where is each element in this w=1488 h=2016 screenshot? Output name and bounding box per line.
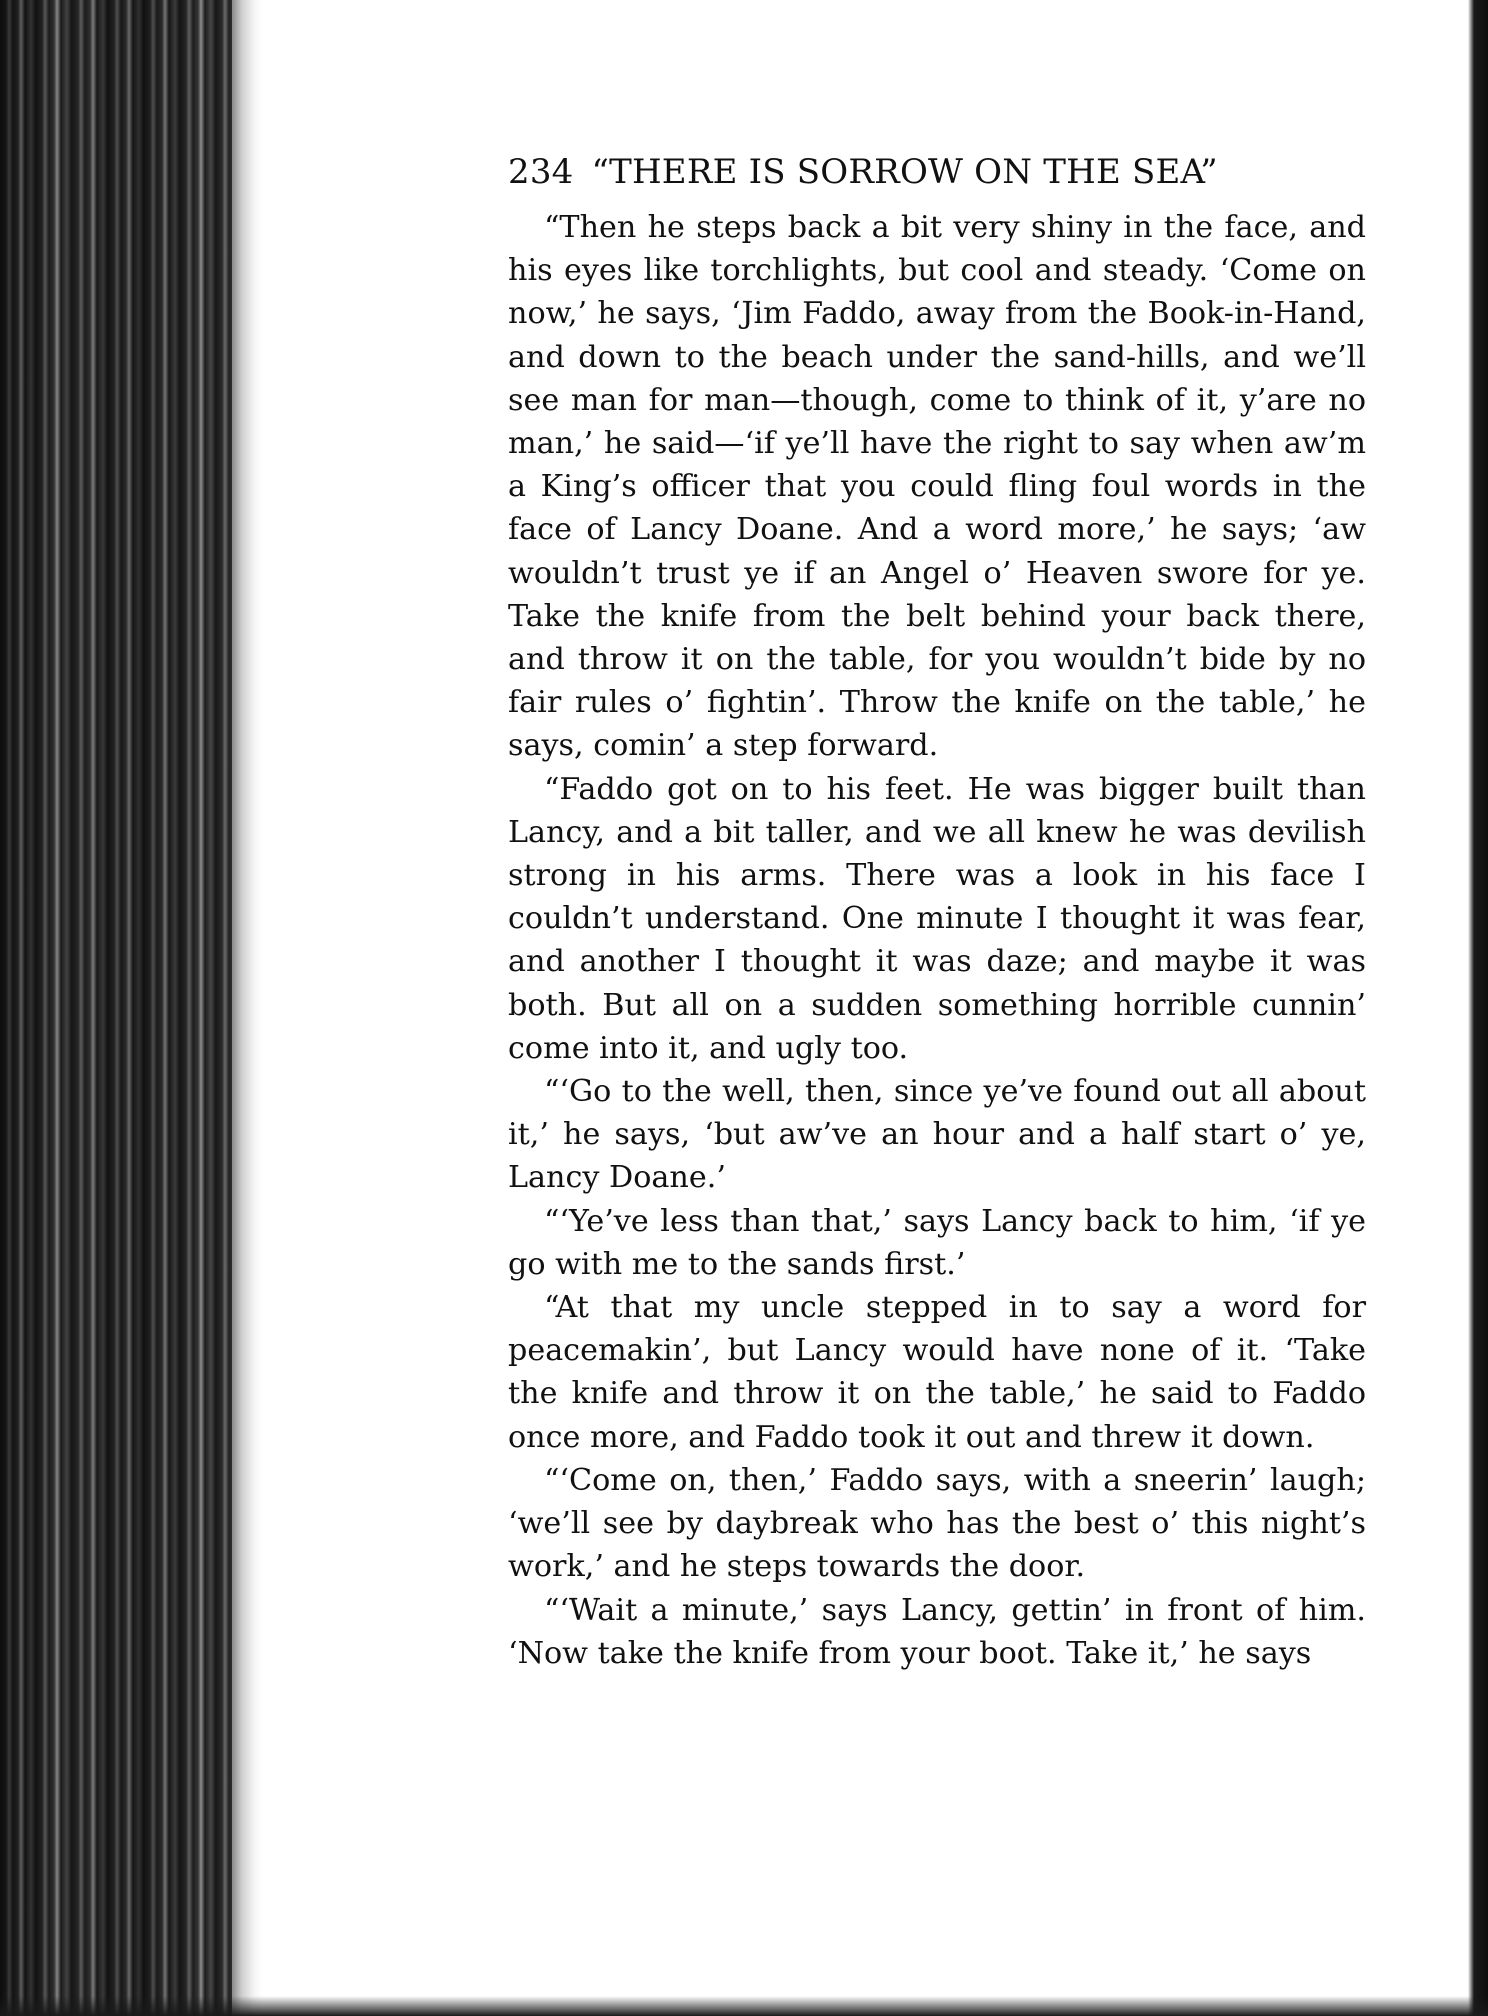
running-head: [508, 150, 1366, 194]
body-text: [508, 206, 1366, 1675]
paragraph: “Then he steps back a bit very shiny in the face, and his eyes like torchlights, but cool and steady. ‘Come on now,’ he says, ‘Jim Faddo, away from the Book-in-Hand, and down to the beach under the sand-hills, and we’ll see man for man—though, come to think of it, y’are no man,’ he said—‘if ye’ll have the right to say when aw’m a King’s officer that you could fling foul words in the face of Lancy Doane. And a word more,’ he says; ‘aw wouldn’t trust ye if an Angel o’ Heaven swore for ye. Take the knife from the belt behind your back there, and throw it on the table, for you wouldn’t bide by no fair rules o’ fightin’. Throw the knife on the table,’ he says, comin’ a step forward.: [508, 210, 1366, 764]
running-title: “THERE IS SORROW ON THE SEA”: [591, 152, 1218, 192]
paragraph: “At that my uncle stepped in to say a word for peacemakin’, but Lancy would have none of it. ‘Take the knife and throw it on the table,’ he said to Faddo once more, and Faddo took it out and threw it down.: [508, 1290, 1366, 1455]
bottom-page-edge: [0, 1996, 1488, 2016]
paragraph: “‘Wait a minute,’ says Lancy, gettin’ in front of him. ‘Now take the knife from your boot. Take it,’ he says: [508, 1592, 1366, 1671]
paragraph: “‘Go to the well, then, since ye’ve found out all about it,’ he says, ‘but aw’ve an hour and a half start o’ ye, Lancy Doane.’: [508, 1074, 1366, 1196]
paragraph: “‘Ye’ve less than that,’ says Lancy back to him, ‘if ye go with me to the sands first.’: [508, 1203, 1366, 1282]
binding-shadow: [0, 0, 260, 2016]
paragraph: “Faddo got on to his feet. He was bigger built than Lancy, and a bit taller, and we all knew he was devilish strong in his arms. There was a look in his face I couldn’t understand. One minute I thought it was fear, and another I thought it was daze; and maybe it was both. But all on a sudden something horrible cunnin’ come into it, and ugly too.: [508, 771, 1366, 1066]
page-fold: [232, 0, 262, 2016]
right-page-edge: [1468, 0, 1488, 2016]
page-number: 234: [508, 152, 574, 192]
page-body: [508, 150, 1366, 1675]
paragraph: “‘Come on, then,’ Faddo says, with a sneerin’ laugh; ‘we’ll see by daybreak who has the best o’ this night’s work,’ and he steps towards the door.: [508, 1462, 1366, 1585]
